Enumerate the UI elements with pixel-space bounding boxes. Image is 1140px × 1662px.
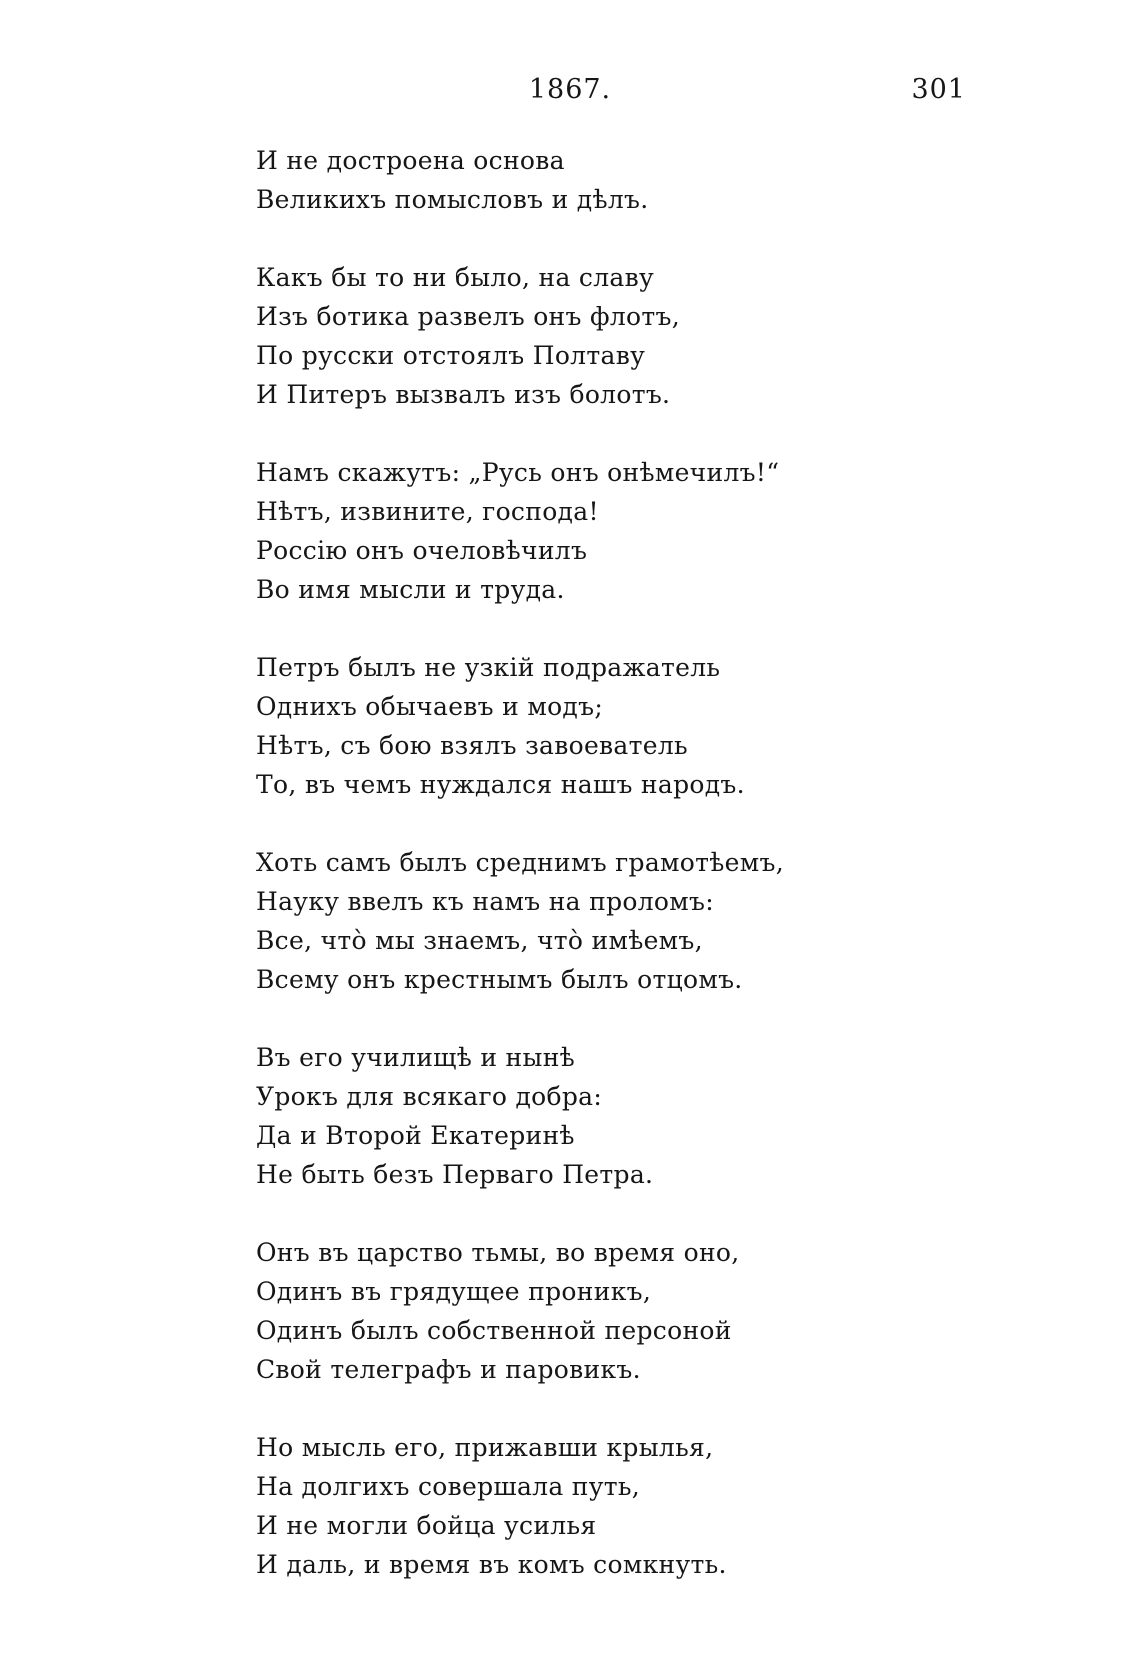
poem-line: То, въ чемъ нуждался нашъ народъ. <box>256 770 745 799</box>
poem-line: Все, что̀ мы знаемъ, что̀ имѣемъ, <box>256 926 703 955</box>
poem-line: Не быть безъ Перваго Петра. <box>256 1160 654 1189</box>
poem-line: Во имя мысли и труда. <box>256 575 565 604</box>
poem-line: И даль, и время въ комъ сомкнуть. <box>256 1550 727 1579</box>
stanza <box>256 1233 1016 1389</box>
running-head-year: 1867. <box>528 74 612 105</box>
poem-line: Свой телеграфъ и паровикъ. <box>256 1355 641 1384</box>
poem-line: И не достроена основа <box>256 146 565 175</box>
stanza <box>256 453 1016 609</box>
poem-line: Россію онъ очеловѣчилъ <box>256 536 588 565</box>
poem-line: Одинъ въ грядущее проникъ, <box>256 1277 652 1306</box>
stanza <box>256 843 1016 999</box>
poem-line: Нѣтъ, извините, господа! <box>256 497 599 526</box>
stanza <box>256 1428 1016 1584</box>
poem-line: По русски отстоялъ Полтаву <box>256 341 646 370</box>
poem-line: Однихъ обычаевъ и модъ; <box>256 692 604 721</box>
poem-line: И не могли бойца усилья <box>256 1511 597 1540</box>
poem-line: На долгихъ совершала путь, <box>256 1472 641 1501</box>
stanza <box>256 258 1016 414</box>
poem-line: И Питеръ вызвалъ изъ болотъ. <box>256 380 671 409</box>
poem-line: Одинъ былъ собственной персоной <box>256 1316 732 1345</box>
poem-line: Нѣтъ, съ бою взялъ завоеватель <box>256 731 688 760</box>
poem-line: Да и Второй Екатеринѣ <box>256 1121 575 1150</box>
poem-body <box>256 141 1016 1623</box>
poem-line: Науку ввелъ къ намъ на проломъ: <box>256 887 714 916</box>
page-number: 301 <box>911 74 966 105</box>
poem-line: Намъ скажутъ: „Русь онъ онѣмечилъ!“ <box>256 458 780 487</box>
poem-line: Какъ бы то ни было, на славу <box>256 263 654 292</box>
stanza <box>256 141 1016 219</box>
poem-line: Хоть самъ былъ среднимъ грамотѣемъ, <box>256 848 784 877</box>
poem-line: Великихъ помысловъ и дѣлъ. <box>256 185 649 214</box>
poem-line: Урокъ для всякаго добра: <box>256 1082 603 1111</box>
poem-line: Въ его училищѣ и нынѣ <box>256 1043 576 1072</box>
poem-line: Петръ былъ не узкій подражатель <box>256 653 721 682</box>
stanza <box>256 648 1016 804</box>
stanza <box>256 1038 1016 1194</box>
poem-line: Всему онъ крестнымъ былъ отцомъ. <box>256 965 743 994</box>
poem-line: Но мысль его, прижавши крылья, <box>256 1433 714 1462</box>
poem-line: Изъ ботика развелъ онъ флотъ, <box>256 302 680 331</box>
poem-line: Онъ въ царство тьмы, во время оно, <box>256 1238 740 1267</box>
